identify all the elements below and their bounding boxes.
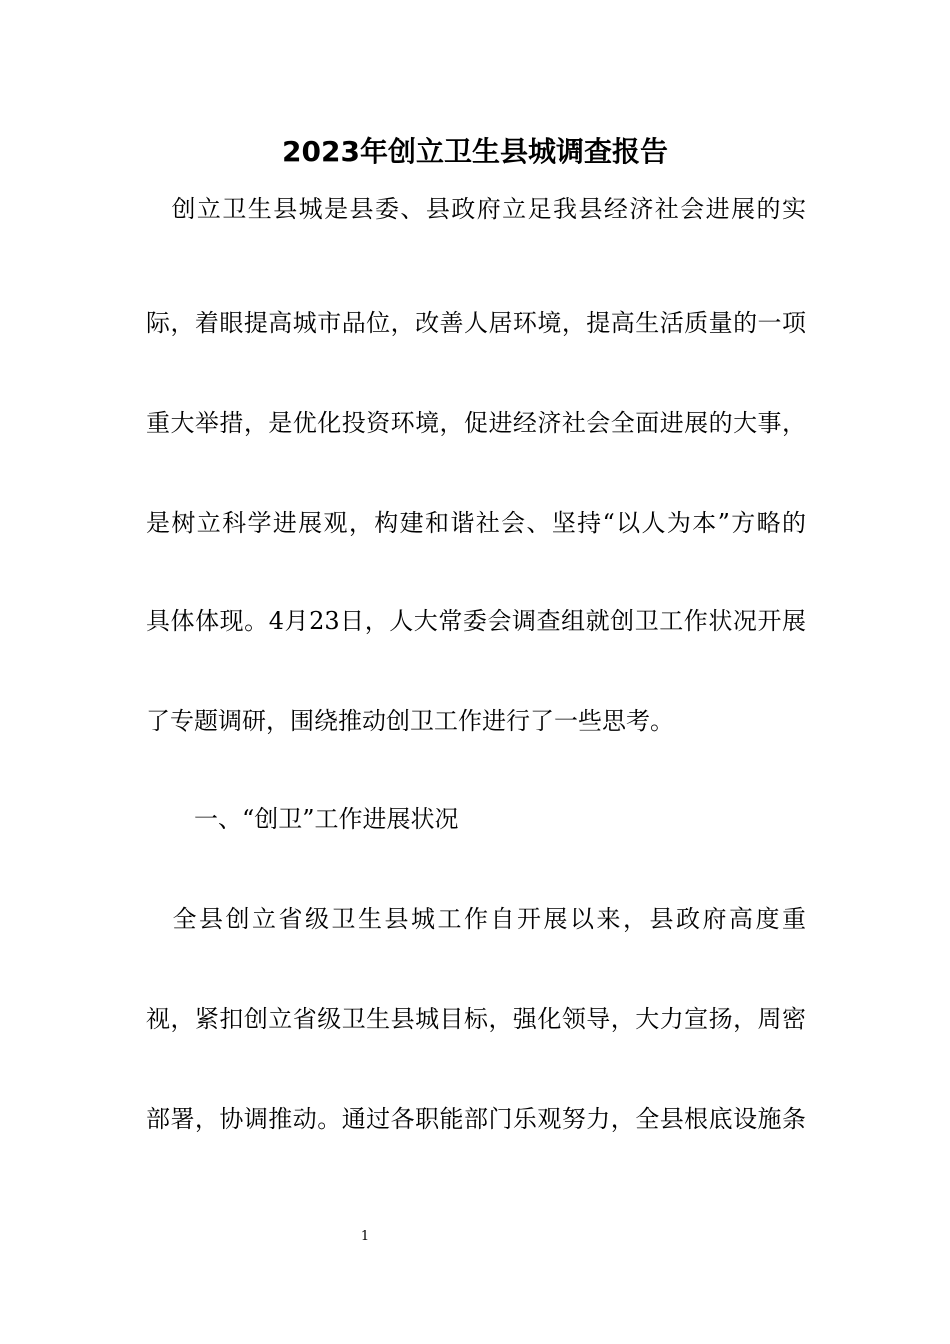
paragraph-1-line-4: 是树立科学进展观，构建和谐社会、坚持“以人为本”方略的 (146, 509, 806, 537)
paragraph-1-line-3: 重大举措，是优化投资环境，促进经济社会全面进展的大事， (146, 409, 806, 437)
paragraph-2-line-1: 全县创立省级卫生县城工作自开展以来，县政府高度重 (146, 905, 806, 933)
paragraph-1-line-1: 创立卫生县城是县委、县政府立足我县经济社会进展的实 (146, 195, 806, 223)
document-title: 2023年创立卫生县城调查报告 (282, 135, 668, 168)
page-number: 1 (360, 1229, 370, 1244)
paragraph-2-line-3: 部署，协调推动。通过各职能部门乐观努力，全县根底设施条 (146, 1105, 806, 1133)
paragraph-1-line-5: 具体体现。4月23日，人大常委会调查组就创卫工作状况开展 (146, 607, 806, 635)
section-1-heading: 一、“创卫”工作进展状况 (194, 805, 459, 833)
paragraph-1-line-6: 了专题调研，围绕推动创卫工作进行了一些思考。 (146, 707, 674, 735)
paragraph-1-line-2: 际，着眼提高城市品位，改善人居环境，提高生活质量的一项 (146, 309, 806, 337)
paragraph-2-line-2: 视，紧扣创立省级卫生县城目标，强化领导，大力宣扬，周密 (146, 1005, 806, 1033)
